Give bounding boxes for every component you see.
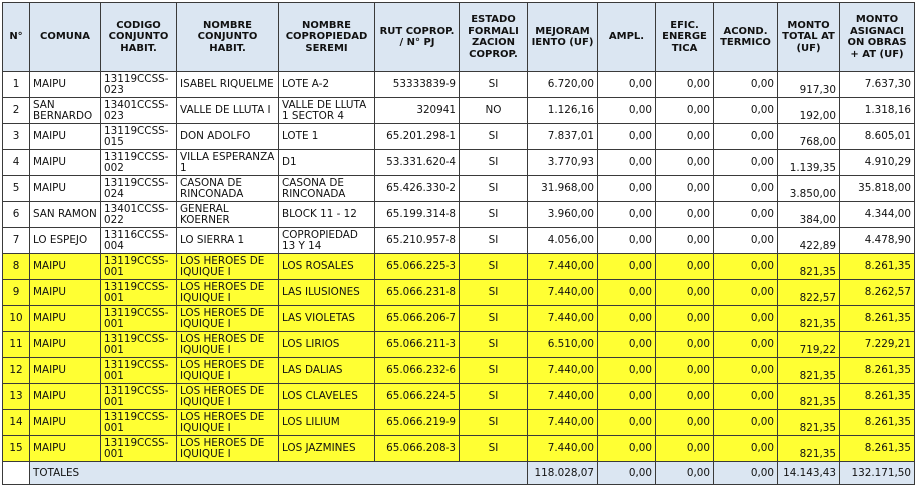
cell-comuna: MAIPU: [30, 384, 101, 410]
cell-number: 1: [3, 72, 30, 98]
cell-number: 3: [3, 124, 30, 150]
cell-nombre: LOS HEROES DE IQUIQUE I: [177, 332, 279, 358]
table-row: [3, 410, 915, 436]
cell-estado: SI: [460, 124, 528, 150]
cell-efic: 0,00: [656, 72, 714, 98]
table-row: [3, 228, 915, 254]
cell-number: 6: [3, 202, 30, 228]
cell-ampl: 0,00: [598, 358, 656, 384]
cell-mejoramiento: 7.440,00: [528, 410, 598, 436]
table-row: [3, 176, 915, 202]
cell-comuna: MAIPU: [30, 280, 101, 306]
cell-acond: 0,00: [714, 332, 778, 358]
cell-nombre: CASONA DE RINCONADA: [177, 176, 279, 202]
cell-monto-asig: 8.261,35: [840, 254, 915, 280]
cell-codigo: 13119CCSS-001: [101, 436, 177, 462]
cell-number: 4: [3, 150, 30, 176]
cell-monto-asig: 8.261,35: [840, 306, 915, 332]
cell-rut: 65.066.211-3: [375, 332, 460, 358]
cell-comuna: MAIPU: [30, 150, 101, 176]
cell-efic: 0,00: [656, 358, 714, 384]
cell-rut: 320941: [375, 98, 460, 124]
cell-copropiedad: LOS JAZMINES: [279, 436, 375, 462]
cell-codigo: 13119CCSS-001: [101, 358, 177, 384]
cell-ampl: 0,00: [598, 124, 656, 150]
cell-monto-asig: 8.261,35: [840, 358, 915, 384]
cell-nombre: ISABEL RIQUELME: [177, 72, 279, 98]
cell-estado: SI: [460, 410, 528, 436]
header-rut: RUT COPROP. / N° PJ: [375, 3, 460, 72]
cell-acond: 0,00: [714, 72, 778, 98]
cell-comuna: MAIPU: [30, 72, 101, 98]
cell-nombre: LOS HEROES DE IQUIQUE I: [177, 306, 279, 332]
header-efic: EFIC. ENERGE TICA: [656, 3, 714, 72]
cell-estado: NO: [460, 98, 528, 124]
cell-ampl: 0,00: [598, 150, 656, 176]
cell-number: 14: [3, 410, 30, 436]
header-copropiedad: NOMBRE COPROPIEDAD SEREMI: [279, 3, 375, 72]
cell-acond: 0,00: [714, 176, 778, 202]
cell-monto-asig: 8.261,35: [840, 384, 915, 410]
cell-codigo: 13119CCSS-002: [101, 150, 177, 176]
cell-efic: 0,00: [656, 176, 714, 202]
cell-nombre: LOS HEROES DE IQUIQUE I: [177, 384, 279, 410]
cell-acond: 0,00: [714, 228, 778, 254]
cell-monto-total: 384,00: [778, 202, 840, 228]
cell-mejoramiento: 7.440,00: [528, 384, 598, 410]
cell-acond: 0,00: [714, 254, 778, 280]
cell-ampl: 0,00: [598, 202, 656, 228]
cell-ampl: 0,00: [598, 410, 656, 436]
cell-codigo: 13119CCSS-015: [101, 124, 177, 150]
cell-acond: 0,00: [714, 436, 778, 462]
header-ampl: AMPL.: [598, 3, 656, 72]
header-acond: ACOND. TERMICO: [714, 3, 778, 72]
cell-copropiedad: LOS LILIUM: [279, 410, 375, 436]
header-nombre: NOMBRE CONJUNTO HABIT.: [177, 3, 279, 72]
cell-nombre: DON ADOLFO: [177, 124, 279, 150]
cell-mejoramiento: 4.056,00: [528, 228, 598, 254]
cell-monto-asig: 4.910,29: [840, 150, 915, 176]
totals-efic: 0,00: [656, 462, 714, 485]
header-monto-total: MONTO TOTAL AT (UF): [778, 3, 840, 72]
cell-mejoramiento: 7.440,00: [528, 436, 598, 462]
cell-codigo: 13119CCSS-023: [101, 72, 177, 98]
cell-monto-asig: 8.605,01: [840, 124, 915, 150]
cell-efic: 0,00: [656, 254, 714, 280]
cell-copropiedad: LOS ROSALES: [279, 254, 375, 280]
table-row: [3, 72, 915, 98]
header-n: N°: [3, 3, 30, 72]
cell-rut: 65.426.330-2: [375, 176, 460, 202]
cell-monto-asig: 4.478,90: [840, 228, 915, 254]
table-row: [3, 202, 915, 228]
cell-number: 13: [3, 384, 30, 410]
cell-monto-asig: 8.261,35: [840, 436, 915, 462]
cell-monto-total: 821,35: [778, 410, 840, 436]
totals-mejoramiento: 118.028,07: [528, 462, 598, 485]
cell-codigo: 13119CCSS-001: [101, 306, 177, 332]
cell-comuna: MAIPU: [30, 176, 101, 202]
cell-number: 9: [3, 280, 30, 306]
cell-monto-total: 821,35: [778, 254, 840, 280]
cell-nombre: LOS HEROES DE IQUIQUE I: [177, 410, 279, 436]
cell-copropiedad: COPROPIEDAD 13 Y 14: [279, 228, 375, 254]
cell-acond: 0,00: [714, 358, 778, 384]
cell-codigo: 13401CCSS-022: [101, 202, 177, 228]
cell-rut: 53.331.620-4: [375, 150, 460, 176]
cell-acond: 0,00: [714, 280, 778, 306]
allocation-table: [2, 2, 915, 485]
cell-copropiedad: LAS VIOLETAS: [279, 306, 375, 332]
table-row: [3, 98, 915, 124]
cell-rut: 65.066.232-6: [375, 358, 460, 384]
cell-efic: 0,00: [656, 98, 714, 124]
cell-estado: SI: [460, 332, 528, 358]
cell-rut: 53333839-9: [375, 72, 460, 98]
cell-rut: 65.066.224-5: [375, 384, 460, 410]
cell-efic: 0,00: [656, 202, 714, 228]
cell-efic: 0,00: [656, 228, 714, 254]
totals-row: [3, 462, 915, 485]
cell-nombre: LOS HEROES DE IQUIQUE I: [177, 254, 279, 280]
cell-ampl: 0,00: [598, 98, 656, 124]
cell-rut: 65.066.208-3: [375, 436, 460, 462]
cell-ampl: 0,00: [598, 72, 656, 98]
cell-rut: 65.201.298-1: [375, 124, 460, 150]
cell-estado: SI: [460, 72, 528, 98]
totals-ampl: 0,00: [598, 462, 656, 485]
cell-efic: 0,00: [656, 384, 714, 410]
header-mejoramiento: MEJORAM IENTO (UF): [528, 3, 598, 72]
cell-acond: 0,00: [714, 124, 778, 150]
cell-monto-total: 422,89: [778, 228, 840, 254]
cell-monto-asig: 7.637,30: [840, 72, 915, 98]
totals-label: TOTALES: [30, 462, 528, 485]
cell-codigo: 13119CCSS-001: [101, 384, 177, 410]
cell-nombre: LOS HEROES DE IQUIQUE I: [177, 436, 279, 462]
cell-codigo: 13116CCSS-004: [101, 228, 177, 254]
cell-ampl: 0,00: [598, 254, 656, 280]
table-row: [3, 280, 915, 306]
cell-copropiedad: CASONA DE RINCONADA: [279, 176, 375, 202]
cell-rut: 65.066.219-9: [375, 410, 460, 436]
cell-monto-asig: 8.261,35: [840, 410, 915, 436]
cell-monto-total: 917,30: [778, 72, 840, 98]
cell-mejoramiento: 7.440,00: [528, 280, 598, 306]
cell-estado: SI: [460, 306, 528, 332]
cell-copropiedad: LAS DALIAS: [279, 358, 375, 384]
totals-acond: 0,00: [714, 462, 778, 485]
table-body: [3, 72, 915, 462]
header-codigo: CODIGO CONJUNTO HABIT.: [101, 3, 177, 72]
cell-number: 11: [3, 332, 30, 358]
cell-estado: SI: [460, 228, 528, 254]
header-row: [3, 3, 915, 72]
cell-efic: 0,00: [656, 124, 714, 150]
table-row: [3, 358, 915, 384]
cell-nombre: GENERAL KOERNER: [177, 202, 279, 228]
table-row: [3, 150, 915, 176]
cell-monto-total: 822,57: [778, 280, 840, 306]
cell-nombre: LO SIERRA 1: [177, 228, 279, 254]
cell-mejoramiento: 7.440,00: [528, 306, 598, 332]
cell-monto-total: 768,00: [778, 124, 840, 150]
cell-ampl: 0,00: [598, 176, 656, 202]
cell-monto-total: 1.139,35: [778, 150, 840, 176]
cell-codigo: 13401CCSS-023: [101, 98, 177, 124]
cell-acond: 0,00: [714, 384, 778, 410]
cell-copropiedad: LOS LIRIOS: [279, 332, 375, 358]
cell-monto-total: 821,35: [778, 306, 840, 332]
cell-comuna: MAIPU: [30, 306, 101, 332]
cell-copropiedad: LOTE 1: [279, 124, 375, 150]
cell-number: 12: [3, 358, 30, 384]
cell-mejoramiento: 7.440,00: [528, 358, 598, 384]
cell-estado: SI: [460, 436, 528, 462]
cell-efic: 0,00: [656, 280, 714, 306]
cell-estado: SI: [460, 202, 528, 228]
cell-monto-total: 192,00: [778, 98, 840, 124]
cell-ampl: 0,00: [598, 436, 656, 462]
cell-monto-total: 3.850,00: [778, 176, 840, 202]
cell-nombre: LOS HEROES DE IQUIQUE I: [177, 280, 279, 306]
cell-copropiedad: LAS ILUSIONES: [279, 280, 375, 306]
cell-acond: 0,00: [714, 202, 778, 228]
cell-comuna: MAIPU: [30, 410, 101, 436]
cell-ampl: 0,00: [598, 280, 656, 306]
table-row: [3, 124, 915, 150]
cell-rut: 65.066.206-7: [375, 306, 460, 332]
cell-estado: SI: [460, 384, 528, 410]
cell-monto-asig: 35.818,00: [840, 176, 915, 202]
cell-nombre: VALLE DE LLUTA I: [177, 98, 279, 124]
cell-comuna: SAN RAMON: [30, 202, 101, 228]
cell-rut: 65.066.231-8: [375, 280, 460, 306]
cell-mejoramiento: 1.126,16: [528, 98, 598, 124]
cell-mejoramiento: 31.968,00: [528, 176, 598, 202]
cell-mejoramiento: 3.960,00: [528, 202, 598, 228]
cell-ampl: 0,00: [598, 384, 656, 410]
cell-comuna: SAN BERNARDO: [30, 98, 101, 124]
cell-ampl: 0,00: [598, 332, 656, 358]
cell-comuna: MAIPU: [30, 358, 101, 384]
cell-copropiedad: VALLE DE LLUTA 1 SECTOR 4: [279, 98, 375, 124]
header-estado: ESTADO FORMALI ZACION COPROP.: [460, 3, 528, 72]
cell-mejoramiento: 7.837,01: [528, 124, 598, 150]
cell-copropiedad: D1: [279, 150, 375, 176]
table-row: [3, 332, 915, 358]
cell-monto-total: 719,22: [778, 332, 840, 358]
cell-rut: 65.199.314-8: [375, 202, 460, 228]
cell-nombre: VILLA ESPERANZA 1: [177, 150, 279, 176]
cell-rut: 65.066.225-3: [375, 254, 460, 280]
totals-spacer: [3, 462, 30, 485]
cell-monto-total: 821,35: [778, 384, 840, 410]
cell-acond: 0,00: [714, 410, 778, 436]
cell-estado: SI: [460, 254, 528, 280]
cell-copropiedad: LOS CLAVELES: [279, 384, 375, 410]
cell-mejoramiento: 7.440,00: [528, 254, 598, 280]
cell-codigo: 13119CCSS-001: [101, 410, 177, 436]
cell-codigo: 13119CCSS-024: [101, 176, 177, 202]
cell-number: 8: [3, 254, 30, 280]
cell-number: 5: [3, 176, 30, 202]
cell-codigo: 13119CCSS-001: [101, 332, 177, 358]
cell-efic: 0,00: [656, 150, 714, 176]
cell-efic: 0,00: [656, 410, 714, 436]
cell-rut: 65.210.957-8: [375, 228, 460, 254]
cell-efic: 0,00: [656, 306, 714, 332]
header-comuna: COMUNA: [30, 3, 101, 72]
cell-number: 10: [3, 306, 30, 332]
cell-acond: 0,00: [714, 150, 778, 176]
cell-comuna: MAIPU: [30, 254, 101, 280]
cell-copropiedad: BLOCK 11 - 12: [279, 202, 375, 228]
table-row: [3, 384, 915, 410]
cell-estado: SI: [460, 150, 528, 176]
table-row: [3, 254, 915, 280]
cell-mejoramiento: 6.510,00: [528, 332, 598, 358]
totals-monto-total: 14.143,43: [778, 462, 840, 485]
header-monto-asig: MONTO ASIGNACI ON OBRAS + AT (UF): [840, 3, 915, 72]
cell-estado: SI: [460, 280, 528, 306]
cell-monto-asig: 8.262,57: [840, 280, 915, 306]
cell-nombre: LOS HEROES DE IQUIQUE I: [177, 358, 279, 384]
cell-comuna: MAIPU: [30, 332, 101, 358]
cell-mejoramiento: 6.720,00: [528, 72, 598, 98]
cell-monto-asig: 7.229,21: [840, 332, 915, 358]
table-row: [3, 306, 915, 332]
cell-number: 7: [3, 228, 30, 254]
cell-estado: SI: [460, 358, 528, 384]
cell-acond: 0,00: [714, 98, 778, 124]
cell-number: 2: [3, 98, 30, 124]
cell-estado: SI: [460, 176, 528, 202]
totals-monto-asig: 132.171,50: [840, 462, 915, 485]
cell-efic: 0,00: [656, 332, 714, 358]
cell-monto-total: 821,35: [778, 358, 840, 384]
cell-number: 15: [3, 436, 30, 462]
cell-comuna: LO ESPEJO: [30, 228, 101, 254]
cell-acond: 0,00: [714, 306, 778, 332]
cell-efic: 0,00: [656, 436, 714, 462]
cell-mejoramiento: 3.770,93: [528, 150, 598, 176]
cell-comuna: MAIPU: [30, 124, 101, 150]
cell-copropiedad: LOTE A-2: [279, 72, 375, 98]
cell-codigo: 13119CCSS-001: [101, 280, 177, 306]
cell-monto-asig: 1.318,16: [840, 98, 915, 124]
cell-monto-total: 821,35: [778, 436, 840, 462]
cell-monto-asig: 4.344,00: [840, 202, 915, 228]
cell-comuna: MAIPU: [30, 436, 101, 462]
cell-ampl: 0,00: [598, 228, 656, 254]
cell-codigo: 13119CCSS-001: [101, 254, 177, 280]
table-row: [3, 436, 915, 462]
cell-ampl: 0,00: [598, 306, 656, 332]
